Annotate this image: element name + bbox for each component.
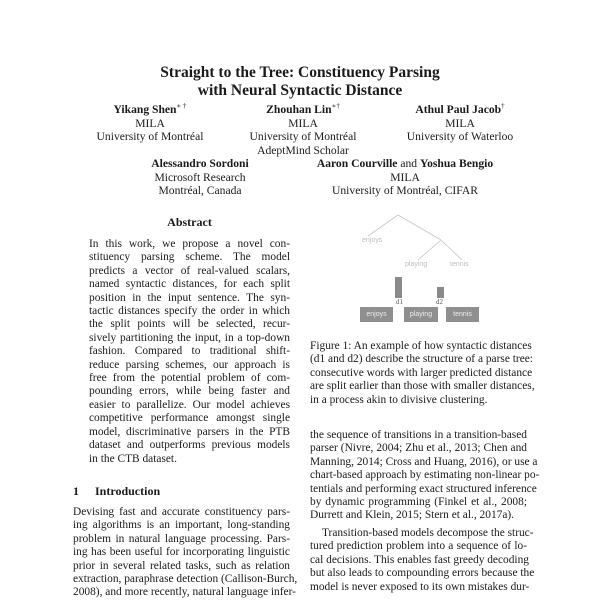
author-affil: MILA (390, 170, 420, 184)
body-line: tured prediction problem into a sequence of lo- (310, 540, 527, 553)
abstract-line: stituency parsing scheme. The model (89, 251, 290, 264)
intro-body (73, 506, 298, 600)
abstract-line: in the CTB dataset. (89, 452, 177, 465)
author-marks: † (501, 102, 505, 111)
distance-bar-d2 (437, 287, 444, 298)
abstract-line: position in the input sentence. The syn- (89, 291, 290, 304)
body-line: Manning, 2014; Cross and Huang, 2016), or use a (310, 455, 538, 468)
tree-node-playing: playing (405, 261, 428, 268)
author-affil: MILA (288, 116, 318, 130)
intro-line: problem in natural language processing. Pars- (73, 532, 290, 545)
intro-heading (73, 484, 160, 499)
author-affil: University of Montréal (249, 130, 357, 144)
word-box-tennis: tennis (446, 307, 479, 322)
author-yikang-shen (70, 103, 230, 144)
body-line: chart-based approach by estimating non-linear po- (310, 469, 540, 482)
abstract-line: easier to parallelize. Our model achieves (89, 398, 290, 411)
body-line: model is never exposed to its own mistakes dur- (310, 580, 530, 593)
author-name: Aaron Courville (316, 157, 398, 170)
body-line: but also leads to compounding errors because the (310, 567, 535, 580)
right-col-paragraph-1 (310, 429, 540, 523)
author-affil: University of Montréal (96, 130, 204, 144)
figure-1-caption (310, 340, 535, 407)
author-affil: Microsoft Research (154, 170, 246, 184)
author-name: Yikang Shen (113, 103, 177, 116)
author-affil: University of Waterloo (406, 130, 514, 144)
caption-line: are split earlier than those with smaller distances, (310, 380, 535, 393)
author-affil: MILA (135, 116, 165, 130)
author-name: Athul Paul Jacob (415, 103, 502, 116)
distance-label-d2: d2 (436, 298, 443, 306)
body-line: parser (Nivre, 2004; Zhu et al., 2013; Chen and (310, 442, 527, 455)
abstract-line: free from the potential problem of com- (89, 372, 290, 385)
abstract-body (89, 238, 290, 466)
intro-line: extraction, paraphrase detection (Callison-Burch, (73, 573, 298, 586)
abstract-line: predicts a vector of real-valued scalars, (89, 264, 290, 277)
body-line: Transition-based models decompose the struc- (322, 527, 534, 539)
abstract-line: the split points will be selected, recur- (89, 318, 290, 331)
abstract-line: fashion. Compared to traditional shift- (89, 345, 290, 358)
paper-title-line-1: Straight to the Tree: Constituency Parsing (160, 64, 440, 81)
intro-line: 2008), and more recently, natural language infer- (73, 586, 296, 599)
abstract-line: model, discriminative parsers in the PTB (89, 425, 290, 438)
author-alessandro-sordoni (130, 157, 270, 198)
author-zhouhan-lin (218, 103, 388, 157)
intro-line: ing has been useful for incorporating linguistic (73, 546, 290, 559)
author-marks: ∗† (331, 102, 340, 111)
paper-title-line-2: with Neural Syntactic Distance (197, 82, 403, 99)
author-conjunction: and (400, 157, 418, 170)
abstract-line: tactic distances specify the order in which (89, 305, 290, 318)
abstract-line: In this work, we propose a novel con- (89, 238, 290, 250)
abstract-line: dataset and outperforms previous models (89, 439, 290, 452)
word-box-playing: playing (404, 307, 438, 322)
abstract-line: reduce parsing schemes, our approach is (89, 358, 290, 371)
abstract-heading: Abstract (167, 215, 212, 229)
abstract-line: sively partitioning the input, in a top-down (89, 331, 290, 344)
abstract-line: pounding errors, while being faster and (89, 385, 290, 398)
distance-bar-d1 (395, 277, 402, 298)
distance-label-d1: d1 (396, 298, 403, 306)
author-affil: MILA (445, 116, 475, 130)
caption-line: in a process akin to divisive clustering. (310, 393, 488, 406)
author-name: Zhouhan Lin (266, 103, 332, 116)
author-name: Alessandro Sordoni (151, 157, 249, 170)
caption-line: consecutive words with larger predicted distance (310, 366, 533, 379)
caption-line: Figure 1: An example of how syntactic distances (310, 340, 532, 352)
tree-node-enjoys: enjoys (362, 237, 383, 244)
body-line: tentials and performing exact structured inference (310, 482, 537, 495)
intro-line: prior in several related tasks, such as relation (73, 559, 290, 572)
author-marks: ∗ † (176, 102, 187, 111)
word-box-enjoys: enjoys (360, 307, 393, 322)
body-line: cal decisions. This enables fast greedy decoding (310, 553, 529, 566)
section-number: 1 (73, 484, 79, 498)
intro-line: ing algorithms is an important, long-standing (73, 519, 290, 532)
abstract-line: named syntactic distances, for each split (89, 278, 290, 291)
author-affil: AdeptMind Scholar (257, 143, 349, 157)
body-line: Durrett and Klein, 2015; Stern et al., 2017a). (310, 509, 515, 522)
author-affil: Montréal, Canada (158, 184, 242, 198)
author-courville-bengio (290, 157, 520, 198)
author-name: Yoshua Bengio (420, 157, 494, 170)
author-affil: University of Montréal, CIFAR (332, 184, 478, 198)
section-title: Introduction (95, 484, 161, 498)
abstract-line: competitive performance amongst single (89, 412, 290, 425)
right-col-paragraph-2 (310, 527, 535, 594)
body-line: by dynamic programming (Finkel et al., 2008; (310, 496, 527, 509)
caption-line: (d1 and d2) describe the structure of a parse tree: (310, 353, 533, 366)
intro-line: Devising fast and accurate constituency pars- (73, 506, 290, 518)
body-line: the sequence of transitions in a transition-based (310, 429, 527, 441)
figure-1 (300, 205, 530, 330)
author-athul-paul-jacob (380, 103, 540, 144)
tree-node-tennis: tennis (450, 261, 469, 268)
